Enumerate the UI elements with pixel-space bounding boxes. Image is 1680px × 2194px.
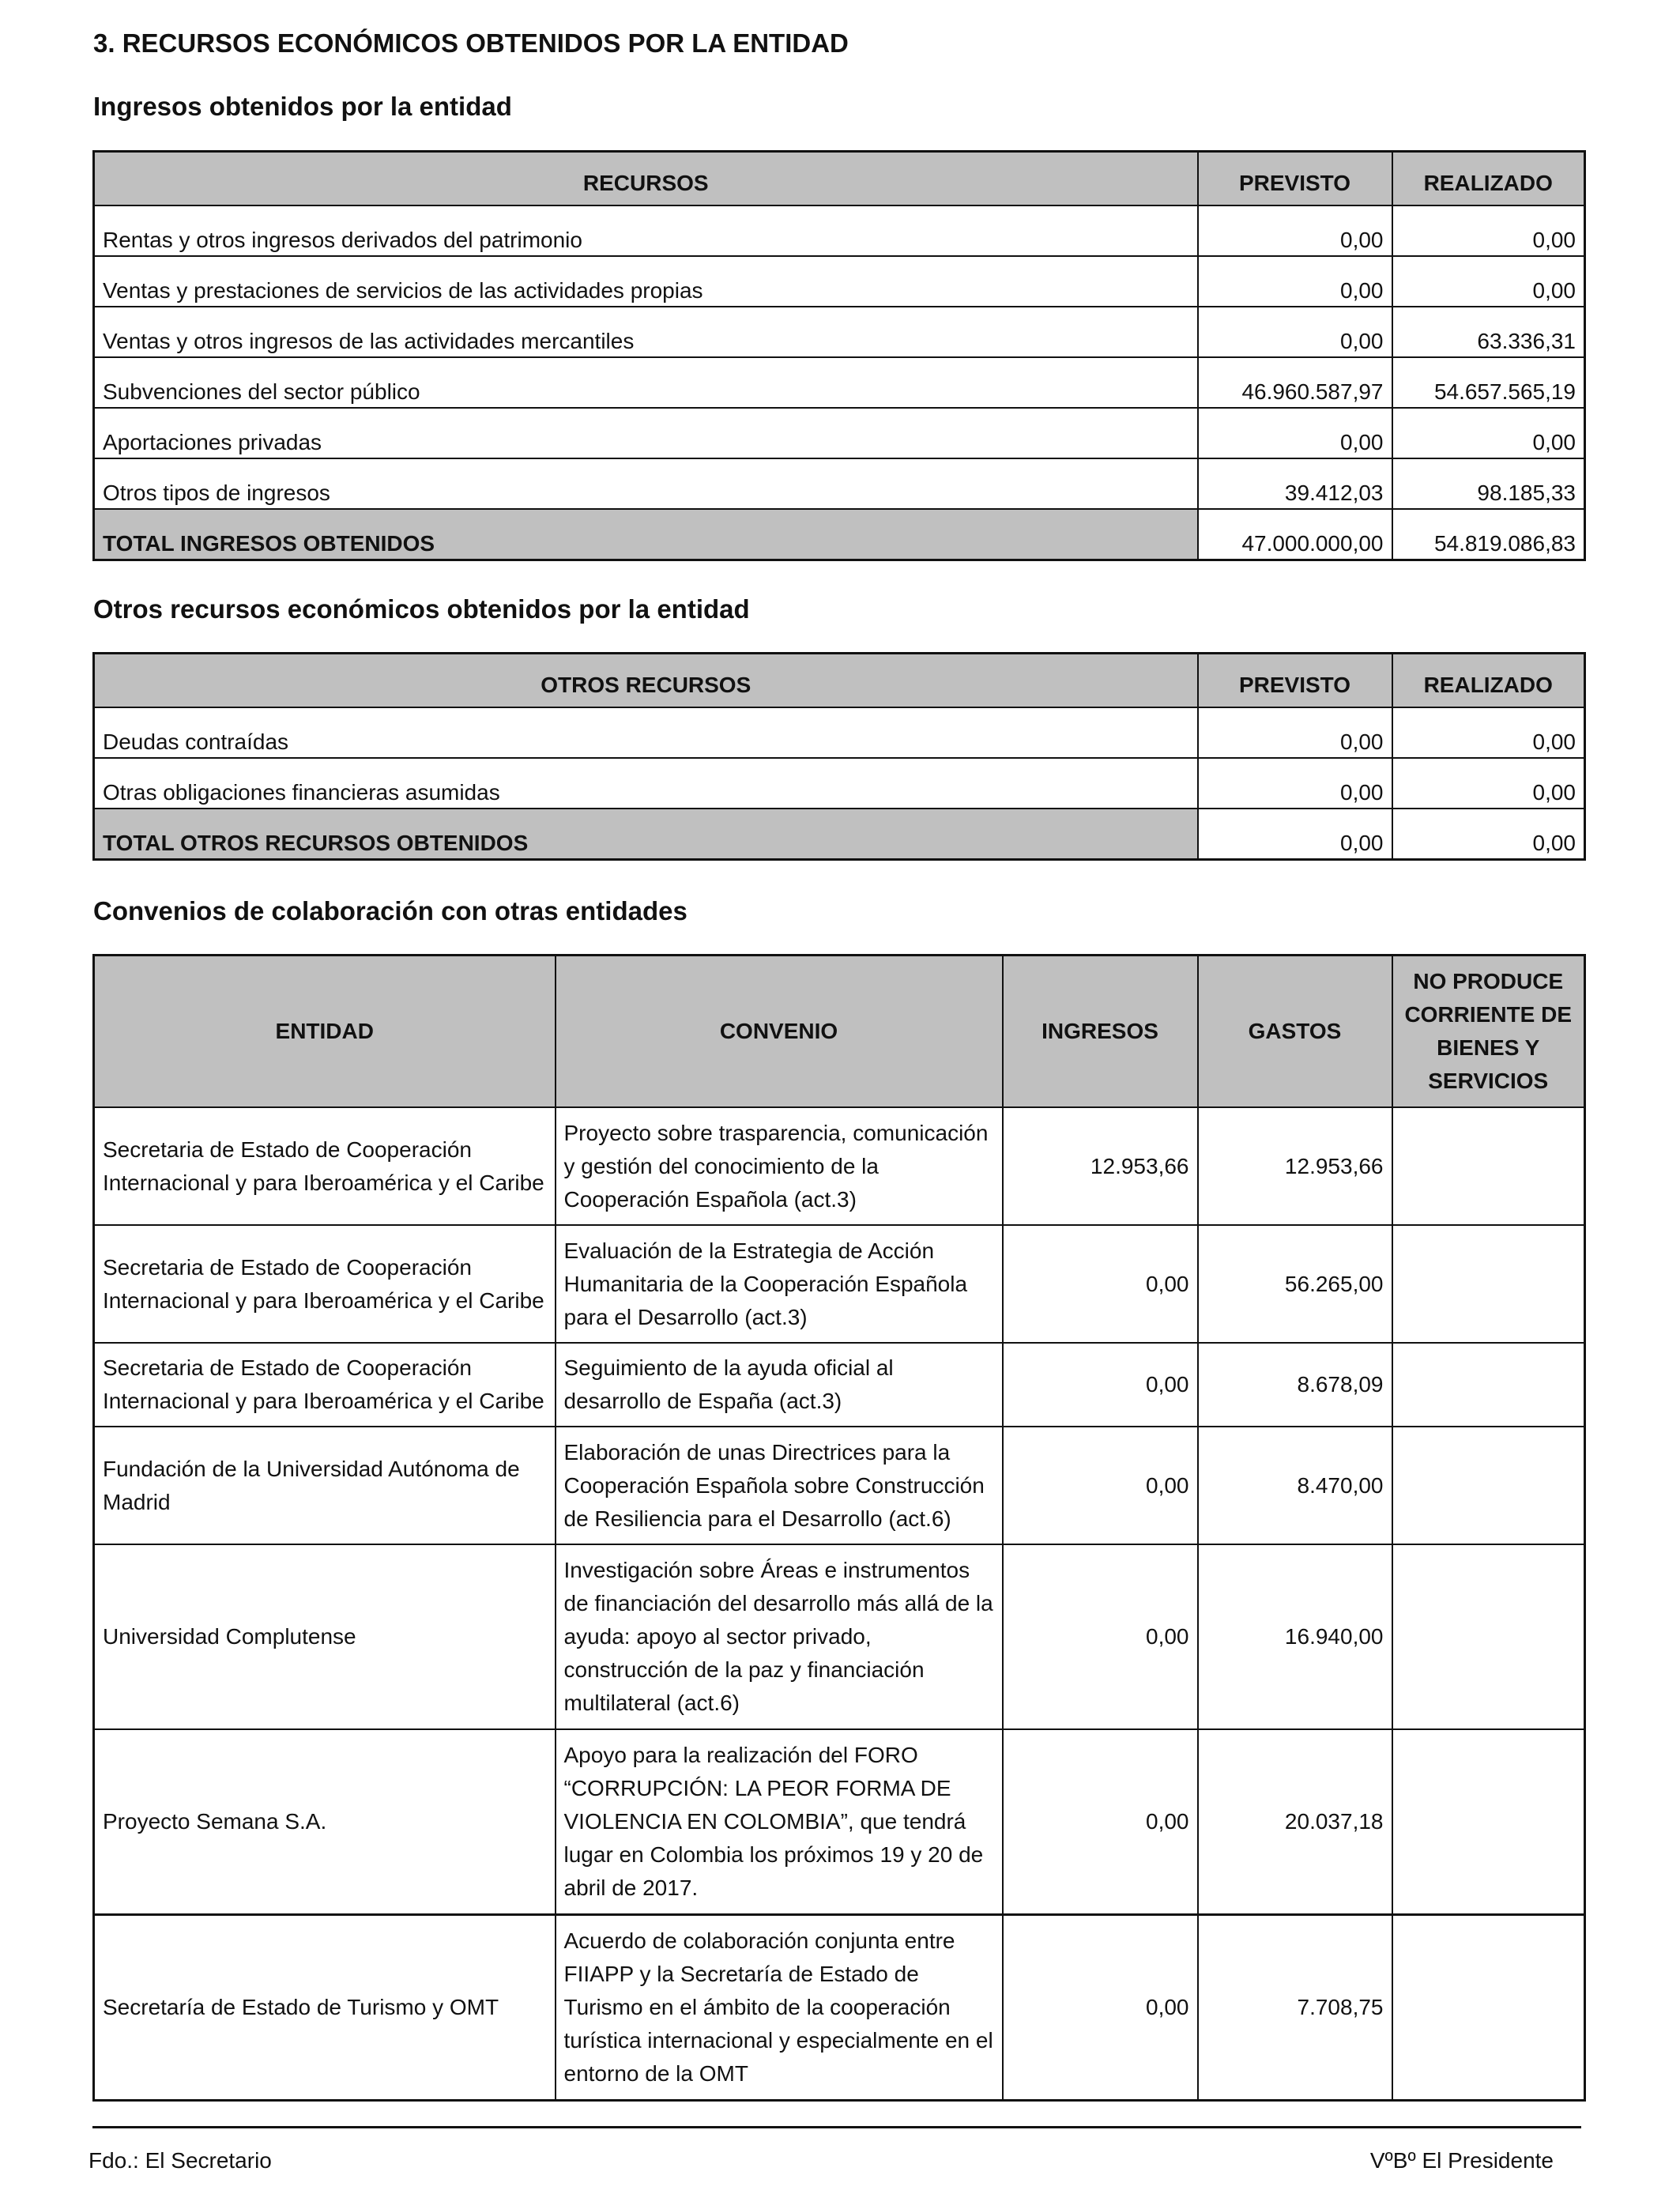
section-heading-otros: Otros recursos económicos obtenidos por la entidad: [93, 594, 750, 624]
table-header-row: [94, 152, 1585, 206]
cell-entidad: Secretaria de Estado de Cooperación Internacional y para Iberoamérica y el Caribe: [94, 1107, 556, 1225]
total-row: [94, 809, 1585, 860]
table-row: [94, 1107, 1585, 1225]
table-row: [94, 307, 1585, 357]
total-previsto: 47.000.000,00: [1198, 509, 1392, 560]
row-label: Rentas y otros ingresos derivados del patrimonio: [94, 205, 1198, 256]
cell-no-produce: [1392, 1915, 1585, 2101]
cell-gastos: 7.708,75: [1198, 1915, 1392, 2101]
total-row: [94, 509, 1585, 560]
row-realizado: 0,00: [1392, 205, 1585, 256]
table-row: [94, 205, 1585, 256]
row-previsto: 46.960.587,97: [1198, 357, 1392, 408]
cell-convenio: Proyecto sobre trasparencia, comunicación y gestión del conocimiento de la Cooperación Española (act.3): [556, 1107, 1003, 1225]
cell-ingresos: 0,00: [1003, 1343, 1198, 1427]
cell-no-produce: [1392, 1343, 1585, 1427]
cell-convenio: Investigación sobre Áreas e instrumentos de financiación del desarrollo más allá de la ayuda: apoyo al sector privado, construcción de la paz y financiación multilateral (act.6): [556, 1544, 1003, 1729]
col-header-recursos: RECURSOS: [94, 152, 1198, 206]
cell-entidad: Secretaria de Estado de Cooperación Internacional y para Iberoamérica y el Caribe: [94, 1225, 556, 1343]
cell-ingresos: 0,00: [1003, 1225, 1198, 1343]
cell-entidad: Universidad Complutense: [94, 1544, 556, 1729]
cell-gastos: 8.470,00: [1198, 1427, 1392, 1544]
cell-gastos: 20.037,18: [1198, 1729, 1392, 1915]
row-label: Ventas y prestaciones de servicios de las actividades propias: [94, 256, 1198, 307]
row-previsto: 0,00: [1198, 707, 1392, 758]
table-row: [94, 256, 1585, 307]
table-row: [94, 1427, 1585, 1544]
cell-ingresos: 12.953,66: [1003, 1107, 1198, 1225]
table-row: [94, 758, 1585, 809]
cell-ingresos: 0,00: [1003, 1729, 1198, 1915]
row-previsto: 0,00: [1198, 758, 1392, 809]
row-label: Ventas y otros ingresos de las actividades mercantiles: [94, 307, 1198, 357]
cell-convenio: Apoyo para la realización del FORO “CORRUPCIÓN: LA PEOR FORMA DE VIOLENCIA EN COLOMBIA”, que tendrá lugar en Colombia los próximos 19 y 20 de abril de 2017.: [556, 1729, 1003, 1915]
cell-convenio: Evaluación de la Estrategia de Acción Humanitaria de la Cooperación Española para el Desarrollo (act.3): [556, 1225, 1003, 1343]
cell-ingresos: 0,00: [1003, 1544, 1198, 1729]
row-realizado: 0,00: [1392, 256, 1585, 307]
cell-gastos: 16.940,00: [1198, 1544, 1392, 1729]
section-heading-ingresos: Ingresos obtenidos por la entidad: [93, 92, 512, 121]
cell-convenio: Elaboración de unas Directrices para la Cooperación Española sobre Construcción de Resiliencia para el Desarrollo (act.6): [556, 1427, 1003, 1544]
row-label: Otras obligaciones financieras asumidas: [94, 758, 1198, 809]
total-realizado: 0,00: [1392, 809, 1585, 860]
col-header-gastos: GASTOS: [1198, 956, 1392, 1108]
cell-convenio: Seguimiento de la ayuda oficial al desarrollo de España (act.3): [556, 1343, 1003, 1427]
table-row: [94, 707, 1585, 758]
signature-secretario: Fdo.: El Secretario: [89, 2148, 272, 2173]
col-header-realizado: REALIZADO: [1392, 654, 1585, 708]
row-realizado: 54.657.565,19: [1392, 357, 1585, 408]
cell-no-produce: [1392, 1427, 1585, 1544]
row-label: Deudas contraídas: [94, 707, 1198, 758]
total-previsto: 0,00: [1198, 809, 1392, 860]
total-realizado: 54.819.086,83: [1392, 509, 1585, 560]
row-realizado: 63.336,31: [1392, 307, 1585, 357]
cell-no-produce: [1392, 1107, 1585, 1225]
cell-entidad: Secretaría de Estado de Turismo y OMT: [94, 1915, 556, 2101]
signature-presidente: VºBº El Presidente: [1369, 2148, 1554, 2173]
row-previsto: 0,00: [1198, 256, 1392, 307]
page-title: 3. RECURSOS ECONÓMICOS OBTENIDOS POR LA ENTIDAD: [93, 28, 849, 58]
row-realizado: 0,00: [1392, 707, 1585, 758]
col-header-previsto: PREVISTO: [1198, 654, 1392, 708]
col-header-no-produce: NO PRODUCE CORRIENTE DE BIENES Y SERVICIOS: [1392, 956, 1585, 1108]
cell-no-produce: [1392, 1225, 1585, 1343]
row-previsto: 0,00: [1198, 408, 1392, 458]
col-header-convenio: CONVENIO: [556, 956, 1003, 1108]
row-previsto: 0,00: [1198, 307, 1392, 357]
col-header-otros-recursos: OTROS RECURSOS: [94, 654, 1198, 708]
cell-convenio: Acuerdo de colaboración conjunta entre FIIAPP y la Secretaría de Estado de Turismo en el ámbito de la cooperación turística internacional y especialmente en el entorno de la OMT: [556, 1915, 1003, 2101]
col-header-entidad: ENTIDAD: [94, 956, 556, 1108]
table-row: [94, 458, 1585, 509]
row-label: Subvenciones del sector público: [94, 357, 1198, 408]
cell-ingresos: 0,00: [1003, 1427, 1198, 1544]
cell-entidad: Secretaria de Estado de Cooperación Internacional y para Iberoamérica y el Caribe: [94, 1343, 556, 1427]
table-row: [94, 408, 1585, 458]
table-row: [94, 1544, 1585, 1729]
total-label: TOTAL OTROS RECURSOS OBTENIDOS: [94, 809, 1198, 860]
cell-gastos: 12.953,66: [1198, 1107, 1392, 1225]
otros-recursos-table: [92, 652, 1586, 861]
cell-no-produce: [1392, 1729, 1585, 1915]
table-row: [94, 1225, 1585, 1343]
section-heading-convenios: Convenios de colaboración con otras entidades: [93, 896, 687, 925]
convenios-table: [92, 954, 1586, 2102]
row-previsto: 0,00: [1198, 205, 1392, 256]
total-label: TOTAL INGRESOS OBTENIDOS: [94, 509, 1198, 560]
table-row: [94, 1729, 1585, 1915]
row-label: Otros tipos de ingresos: [94, 458, 1198, 509]
row-previsto: 39.412,03: [1198, 458, 1392, 509]
cell-entidad: Proyecto Semana S.A.: [94, 1729, 556, 1915]
table-row: [94, 357, 1585, 408]
row-realizado: 98.185,33: [1392, 458, 1585, 509]
cell-gastos: 56.265,00: [1198, 1225, 1392, 1343]
row-label: Aportaciones privadas: [94, 408, 1198, 458]
table-row: [94, 1915, 1585, 2101]
col-header-ingresos: INGRESOS: [1003, 956, 1198, 1108]
footer-divider: [92, 2126, 1581, 2128]
col-header-previsto: PREVISTO: [1198, 152, 1392, 206]
ingresos-table: [92, 150, 1586, 561]
cell-ingresos: 0,00: [1003, 1915, 1198, 2101]
cell-no-produce: [1392, 1544, 1585, 1729]
table-header-row: [94, 654, 1585, 708]
cell-entidad: Fundación de la Universidad Autónoma de Madrid: [94, 1427, 556, 1544]
row-realizado: 0,00: [1392, 758, 1585, 809]
col-header-realizado: REALIZADO: [1392, 152, 1585, 206]
cell-gastos: 8.678,09: [1198, 1343, 1392, 1427]
table-header-row: [94, 956, 1585, 1108]
table-row: [94, 1343, 1585, 1427]
row-realizado: 0,00: [1392, 408, 1585, 458]
